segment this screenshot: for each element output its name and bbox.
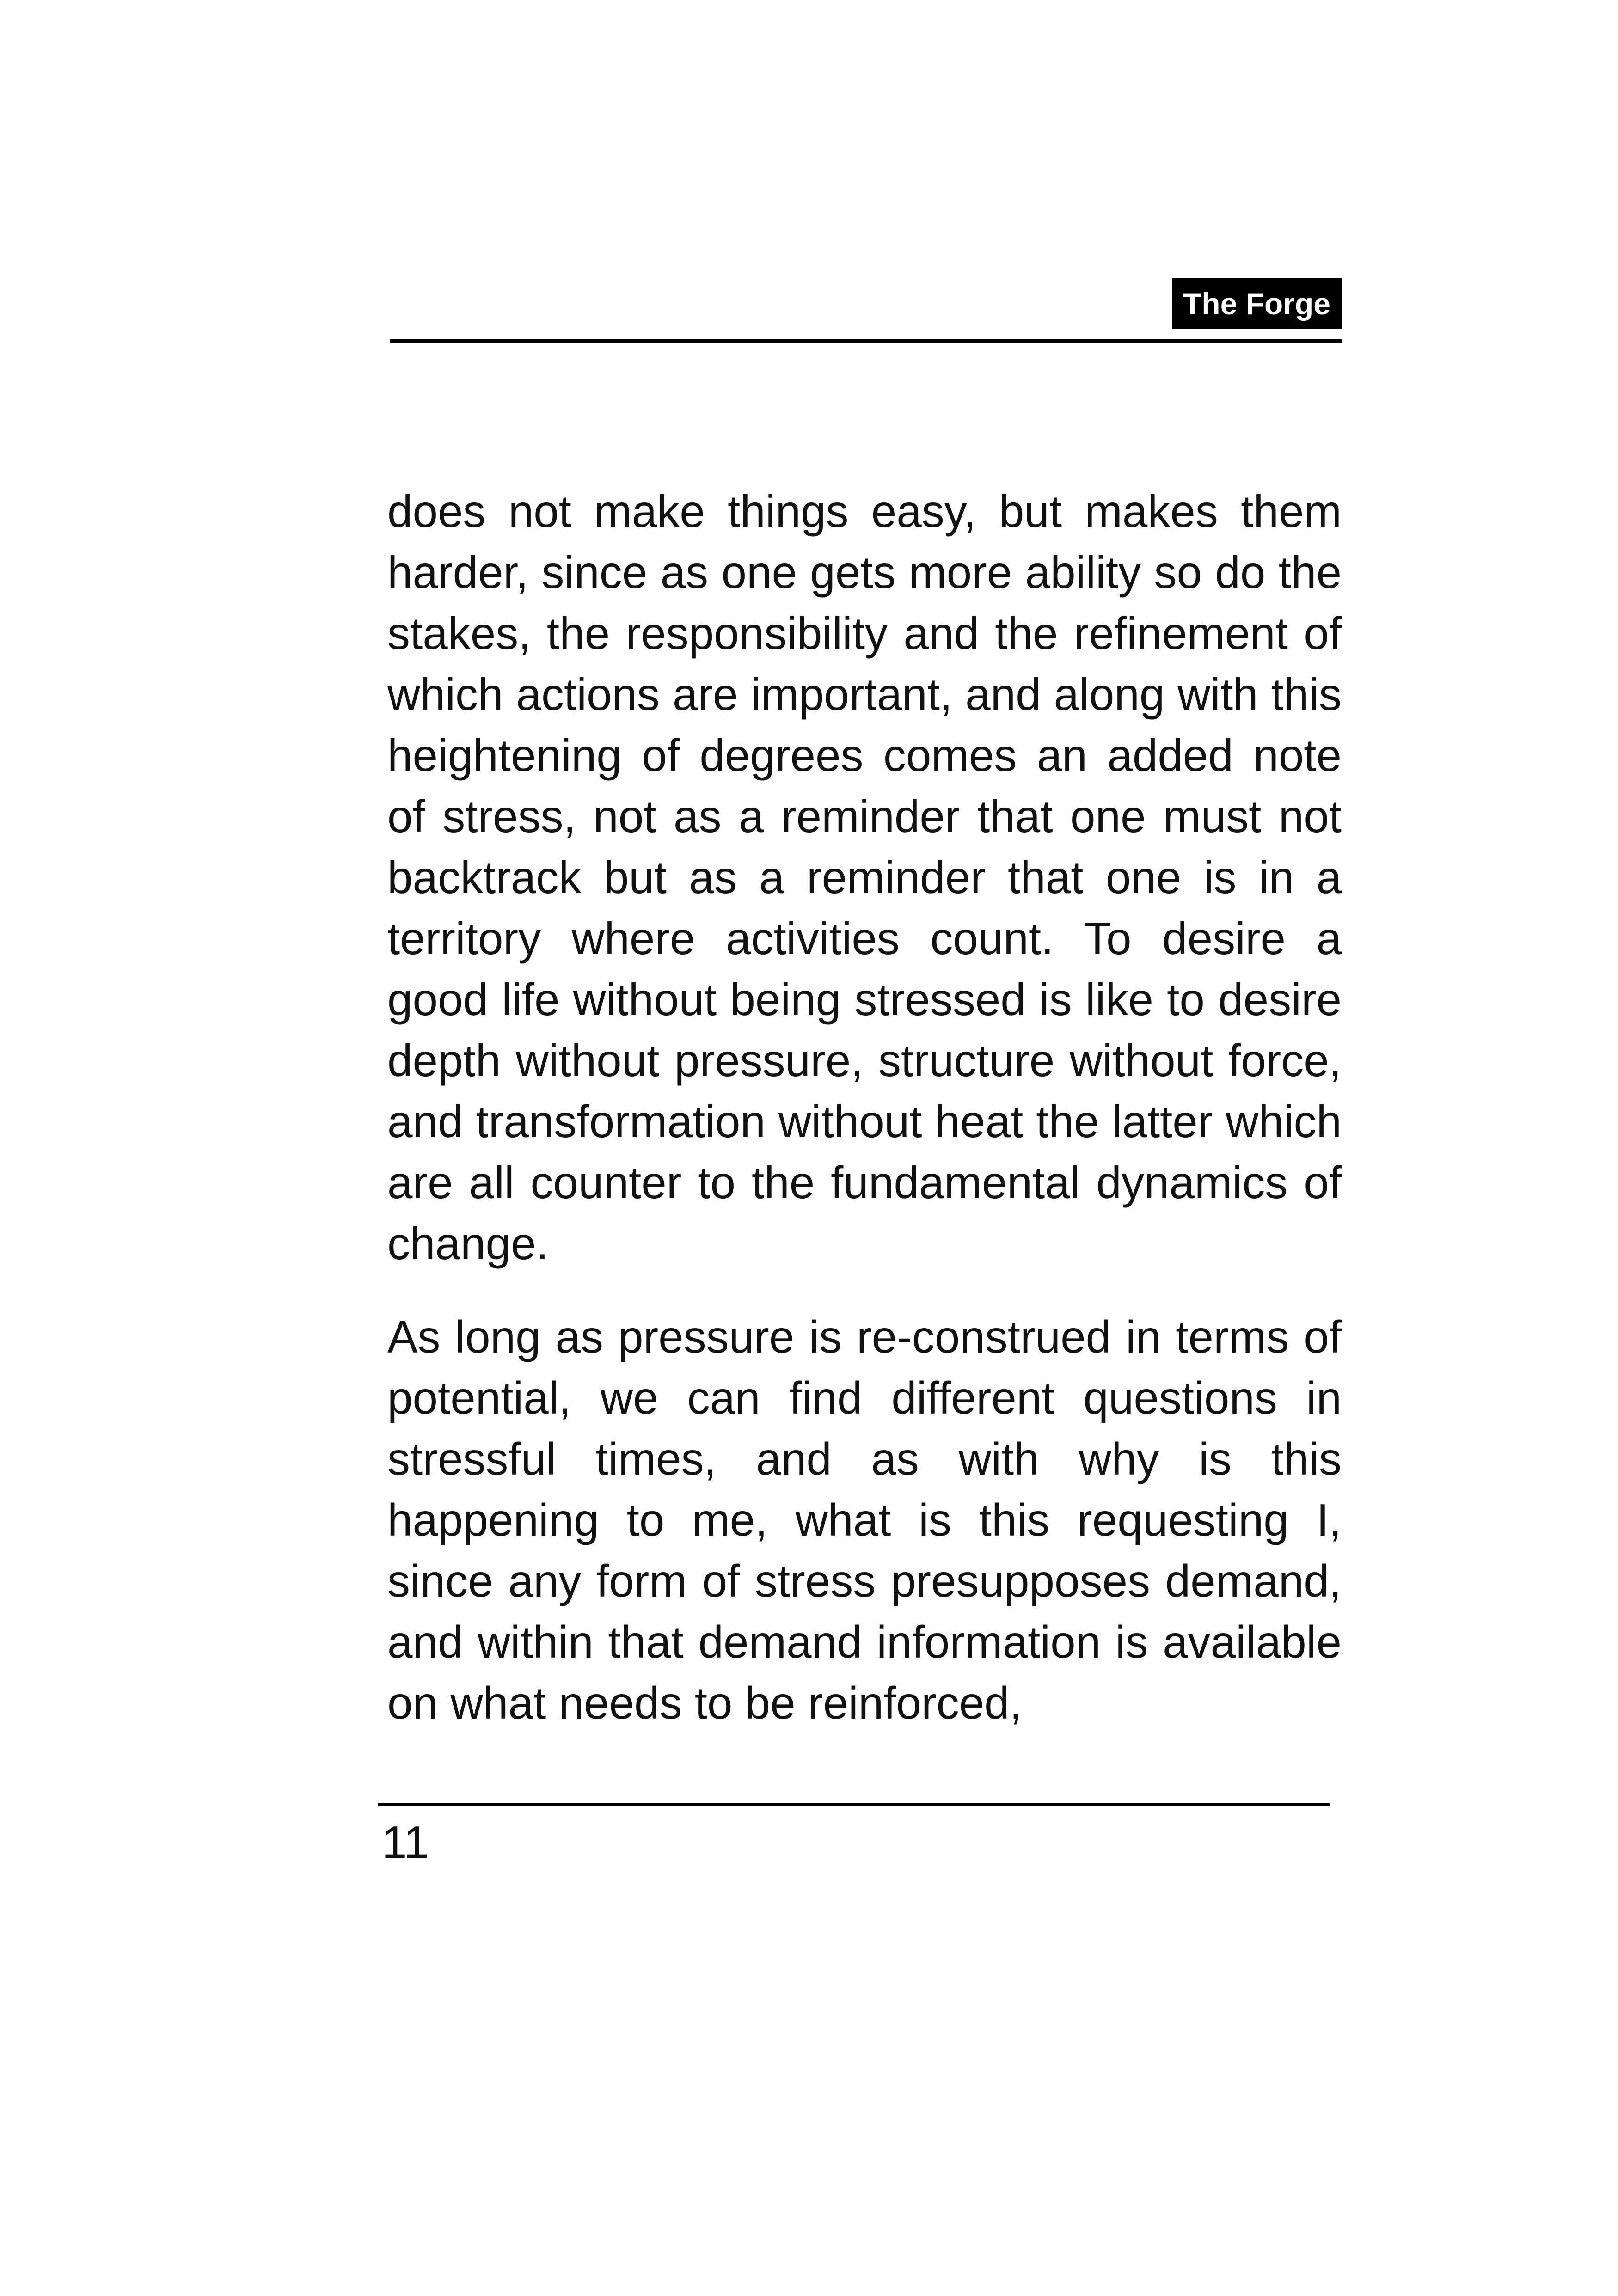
paragraph-2: As long as pressure is re-construed in terms of potential, we can find different questions in stressful times, and as with why is this happening to me, what is this requesting I, since any form of stress presupposes demand, and within that demand information is available on what needs to be reinforced, [387, 1311, 1342, 1728]
running-header [390, 276, 1342, 345]
body-text [387, 481, 1342, 1733]
footer-rule [378, 1803, 1330, 1806]
header-rule [390, 339, 1342, 343]
running-footer [378, 1803, 1332, 1895]
running-header-title: The Forge [1172, 278, 1342, 329]
paragraph-1: does not make things easy, but makes them harder, since as one gets more ability so do the stakes, the responsibility and the refinement of which actions are important, and along with this heightening of degrees comes an added note of stress, not as a reminder that one must not backtrack but as a reminder that one is in a territory where activities count. To desire a good life without being stressed is like to desire depth without pressure, structure without force, and transformation without heat the latter which are all counter to the fundamental dynamics of change. [387, 486, 1342, 1269]
page-number: 11 [382, 1817, 429, 1867]
